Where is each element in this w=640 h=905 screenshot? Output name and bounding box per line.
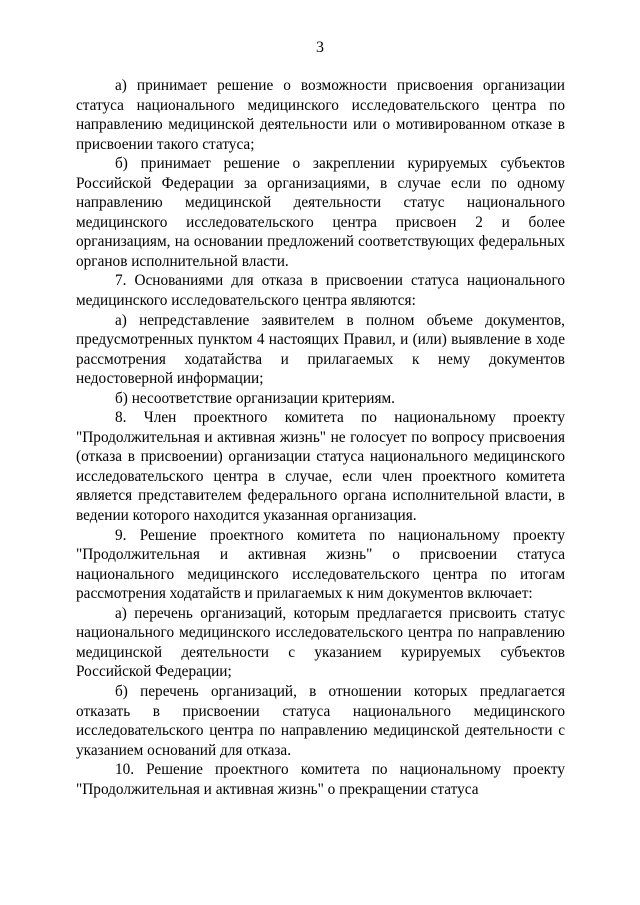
paragraph-item-7b: б) несоответствие организации критериям. (115, 389, 395, 407)
paragraph-clause-8: 8. Член проектного комитета по национальному проекту "Продолжительная и активная жизнь" не голосует по вопросу присвоения (отказа в присвоении) организации статуса национального медицинского исследовательского центра в случае, если член проектного комитета является представителем федерального органа исполнительной власти, в ведении которого находится указанная организация. (76, 409, 565, 525)
paragraph-clause-10: 10. Решение проектного комитета по национальному проекту "Продолжительная и активная жизнь" о прекращении статуса (76, 761, 565, 798)
page-number: 3 (316, 39, 324, 56)
paragraph-item-7a: а) непредставление заявителем в полном объеме документов, предусмотренных пунктом 4 настоящих Правил, и (или) выявление в ходе рассмотрения ходатайства и прилагаемых к нему документов недостоверной информации; (76, 311, 565, 388)
paragraph-item-9b: б) перечень организаций, в отношении которых предлагается отказать в присвоении статуса национального медицинского исследовательского центра по направлению медицинской деятельности с указанием оснований для отказа. (76, 682, 565, 759)
document-body (76, 76, 565, 799)
paragraph-clause-9: 9. Решение проектного комитета по национальному проекту "Продолжительная и активная жизнь" о присвоении статуса национального медицинского исследовательского центра по итогам рассмотрения ходатайств и прилагаемых к ним документов включает: (76, 526, 565, 603)
paragraph-item-6b: б) принимает решение о закреплении курируемых субъектов Российской Федерации за организациями, в случае если по одному направлению медицинской деятельности статус национального медицинского исследовательского центра присвоен 2 и более организациям, на основании предложений соответствующих федеральных органов исполнительной власти. (76, 155, 565, 270)
paragraph-item-6a: а) принимает решение о возможности присвоения организации статуса национального медицинского исследовательского центра по направлению медицинской деятельности или о мотивированном отказе в присвоении такого статуса; (76, 77, 565, 153)
paragraph-clause-7: 7. Основаниями для отказа в присвоении статуса национального медицинского исследовательского центра являются: (76, 272, 565, 310)
paragraph-item-9a: а) перечень организаций, которым предлагается присвоить статус национального медицинского исследовательского центра по направлению медицинской деятельности с указанием курируемых субъектов Российской Федерации; (76, 604, 565, 681)
